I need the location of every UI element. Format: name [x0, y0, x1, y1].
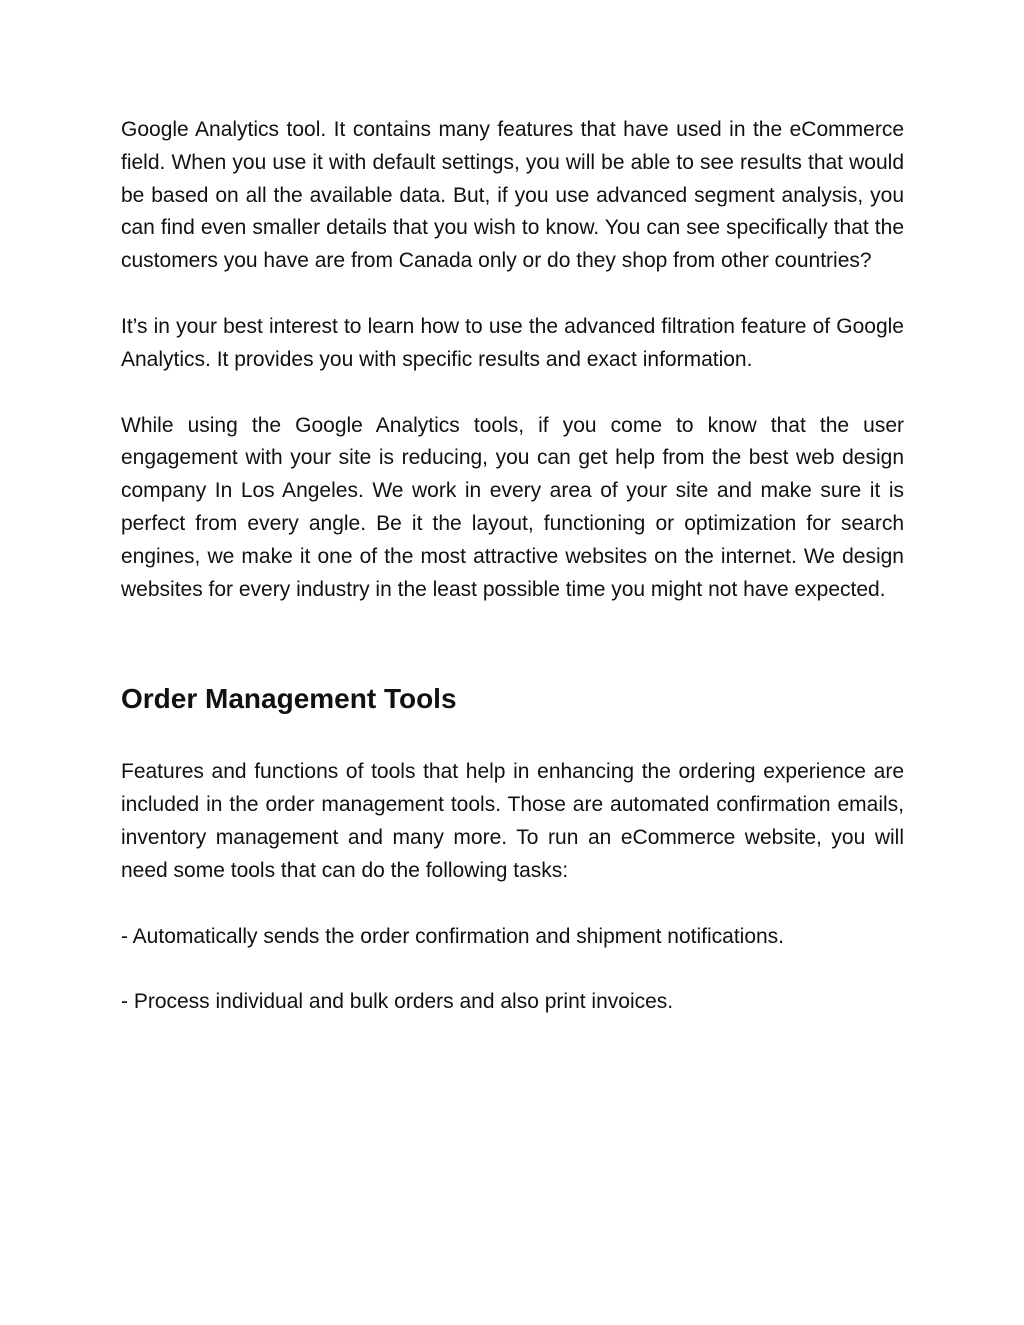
paragraph-advanced-filtration: It’s in your best interest to learn how to use the advanced filtration feature of Google Analytics. It provides you with specific results and exact information. — [121, 314, 904, 371]
paragraph-order-management: Features and functions of tools that help in enhancing the ordering experience are included in the order management tools. Those are automated confirmation emails, inventory management and many more. To run an eCommerce website, you will need some tools that can do the following tasks: — [121, 760, 904, 882]
document-page — [121, 114, 904, 1052]
list-item: - Automatically sends the order confirmation and shipment notifications. — [121, 924, 785, 948]
paragraph-web-design-company: While using the Google Analytics tools, if you come to know that the user engagement with your site is reducing, you can get help from the best web design company In Los Angeles. We work in every area of your site and make sure it is perfect from every angle. Be it the layout, functioning or optimization for search engines, we make it one of the most attractive websites on the internet. We design websites for every industry in the least possible time you might not have expected. — [121, 413, 904, 601]
paragraph-google-analytics: Google Analytics tool. It contains many features that have used in the eCommerce field. When you use it with default settings, you will be able to see results that would be based on all the available data. But, if you use advanced segment analysis, you can find even smaller details that you wish to know. You can see specifically that the customers you have are from Canada only or do they shop from other countries? — [121, 118, 904, 273]
list-item: - Process individual and bulk orders and also print invoices. — [121, 990, 674, 1014]
section-heading: Order Management Tools — [121, 683, 457, 715]
